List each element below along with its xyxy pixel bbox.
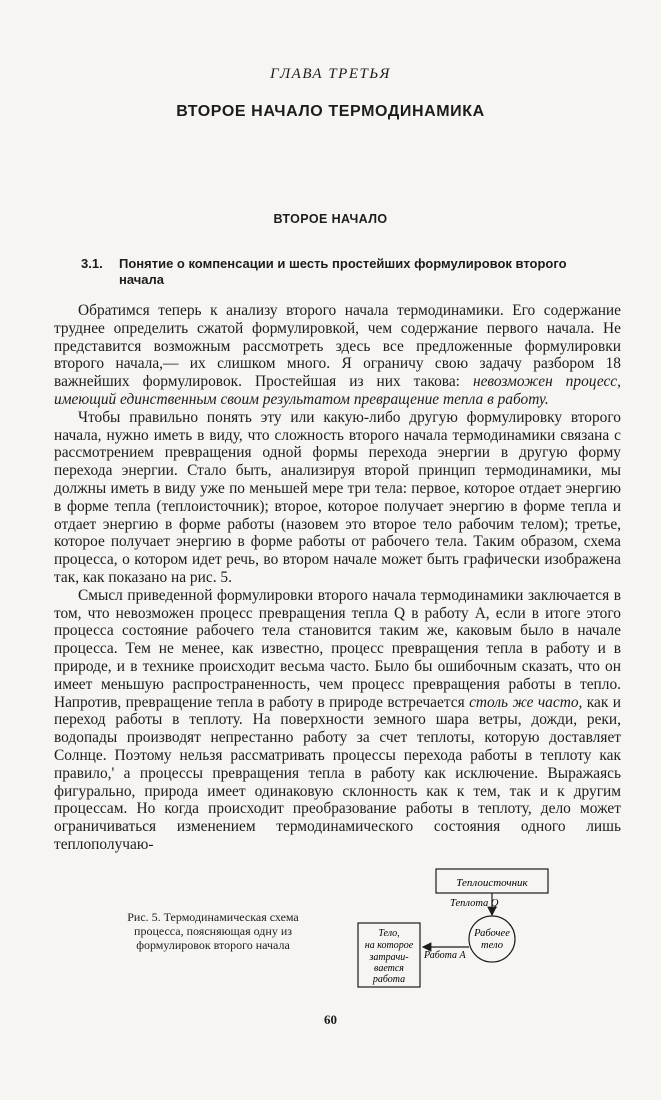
working-body-circle (469, 916, 515, 962)
body-text (54, 302, 621, 854)
chapter-title: ВТОРОЕ НАЧАЛО ТЕРМОДИНАМИКА (176, 103, 485, 120)
paragraph-text: Обратимся теперь к анализу второго начала термодинамики. Его содержание труднее определить сжатой формулировкой, чем содержание первого начала. Не представится возможным рассмотреть здесь все предложенные формулировки второго начала,— их слишком много. Я ограничу свою задачу разбором 18 важнейших формулировок. Простейшая из них такова: (54, 302, 621, 391)
receiver-label-3: затрачи- (369, 952, 409, 963)
working-body-label-2: тело (481, 940, 503, 951)
receiver-label-5: работа (372, 974, 406, 985)
subsection-title: Понятие о компенсации и шесть простейших формулировок второго начала (119, 256, 567, 287)
receiver-label-4: вается (374, 963, 404, 974)
working-body-label-1: Рабочее (474, 928, 510, 939)
paragraph: Чтобы правильно понять эту или какую-либо другую формулировку второго начала, нужно иметь в виду, что сложность второго начала термодинамики связана с рассмотрением превращения одной формы перехода энергии в другую форму перехода энергии. Стало быть, анализируя второй принцип термодинамики, мы должны иметь в виду уже по меньшей мере три тела: первое, которое отдает энергию в форме тепла (теплоисточник); второе, которое получает энергию в форме тепла и отдает энергию в форме работы (назовем это второе тело рабочим телом); третье, которое получает энергию в форме работы от рабочего тела. Таким образом, схема процесса, о котором идет речь, во втором начале может быть графически изображена так, как показано на рис. 5. (54, 408, 621, 586)
paragraph (54, 302, 621, 409)
section-title: ВТОРОЕ НАЧАЛО (273, 212, 388, 226)
heat-source-label: Теплоисточник (456, 877, 528, 889)
process-diagram (350, 860, 560, 990)
emphasis-text: невозможен процесс, имеющий единственным своим результатом превращение тепла в работу. (54, 373, 621, 408)
paragraph (54, 587, 621, 854)
subsection-number: 3.1. (81, 256, 103, 271)
paragraph-text: как и переход работы в теплоту. На поверхности земного шара ветры, дожди, реки, водопады производят непрестанно работу за счет теплоты, которую доставляет Солнце. Поэтому нельзя рассматривать процессы перехода работы в теплоту как правило,' а процессы превращения тепла в работу как исключение. Выражаясь фигурально, природа имеет одинаковую склонность как к тем, так и к другим процессам. Но когда происходит преобразование работы в теплоту, дело может ограничиваться изменением термодинамического состояния одного лишь теплополучаю- (54, 693, 621, 853)
paragraph-text: Смысл приведенной формулировки второго начала термодинамики заключается в том, что невозможен процесс превращения тепла Q в работу A, если в итоге этого процесса состояние рабочего тела становится таким же, каковым было в начале процесса. Тем не менее, как известно, процесс превращения тепла в работу и в природе, и в технике происходит весьма часто. Было бы ошибочным сказать, что он имеет меньшую распространенность, чем процесс превращения работы в тепло. Напротив, превращение тепла в работу в природе встречается (54, 586, 621, 711)
emphasis-text: столь же часто, (469, 693, 583, 711)
page-number: 60 (324, 1012, 337, 1027)
receiver-label-2: на которое (364, 940, 414, 951)
chapter-label: ГЛАВА ТРЕТЬЯ (270, 66, 391, 82)
heat-label: Теплота Q (450, 898, 499, 909)
work-label: Работа A (424, 950, 466, 961)
figure-caption: Рис. 5. Термодинамическая схема процесса, поясняющая одну из формулировок второго начала (127, 910, 299, 952)
receiver-label-1: Тело, (378, 928, 400, 939)
